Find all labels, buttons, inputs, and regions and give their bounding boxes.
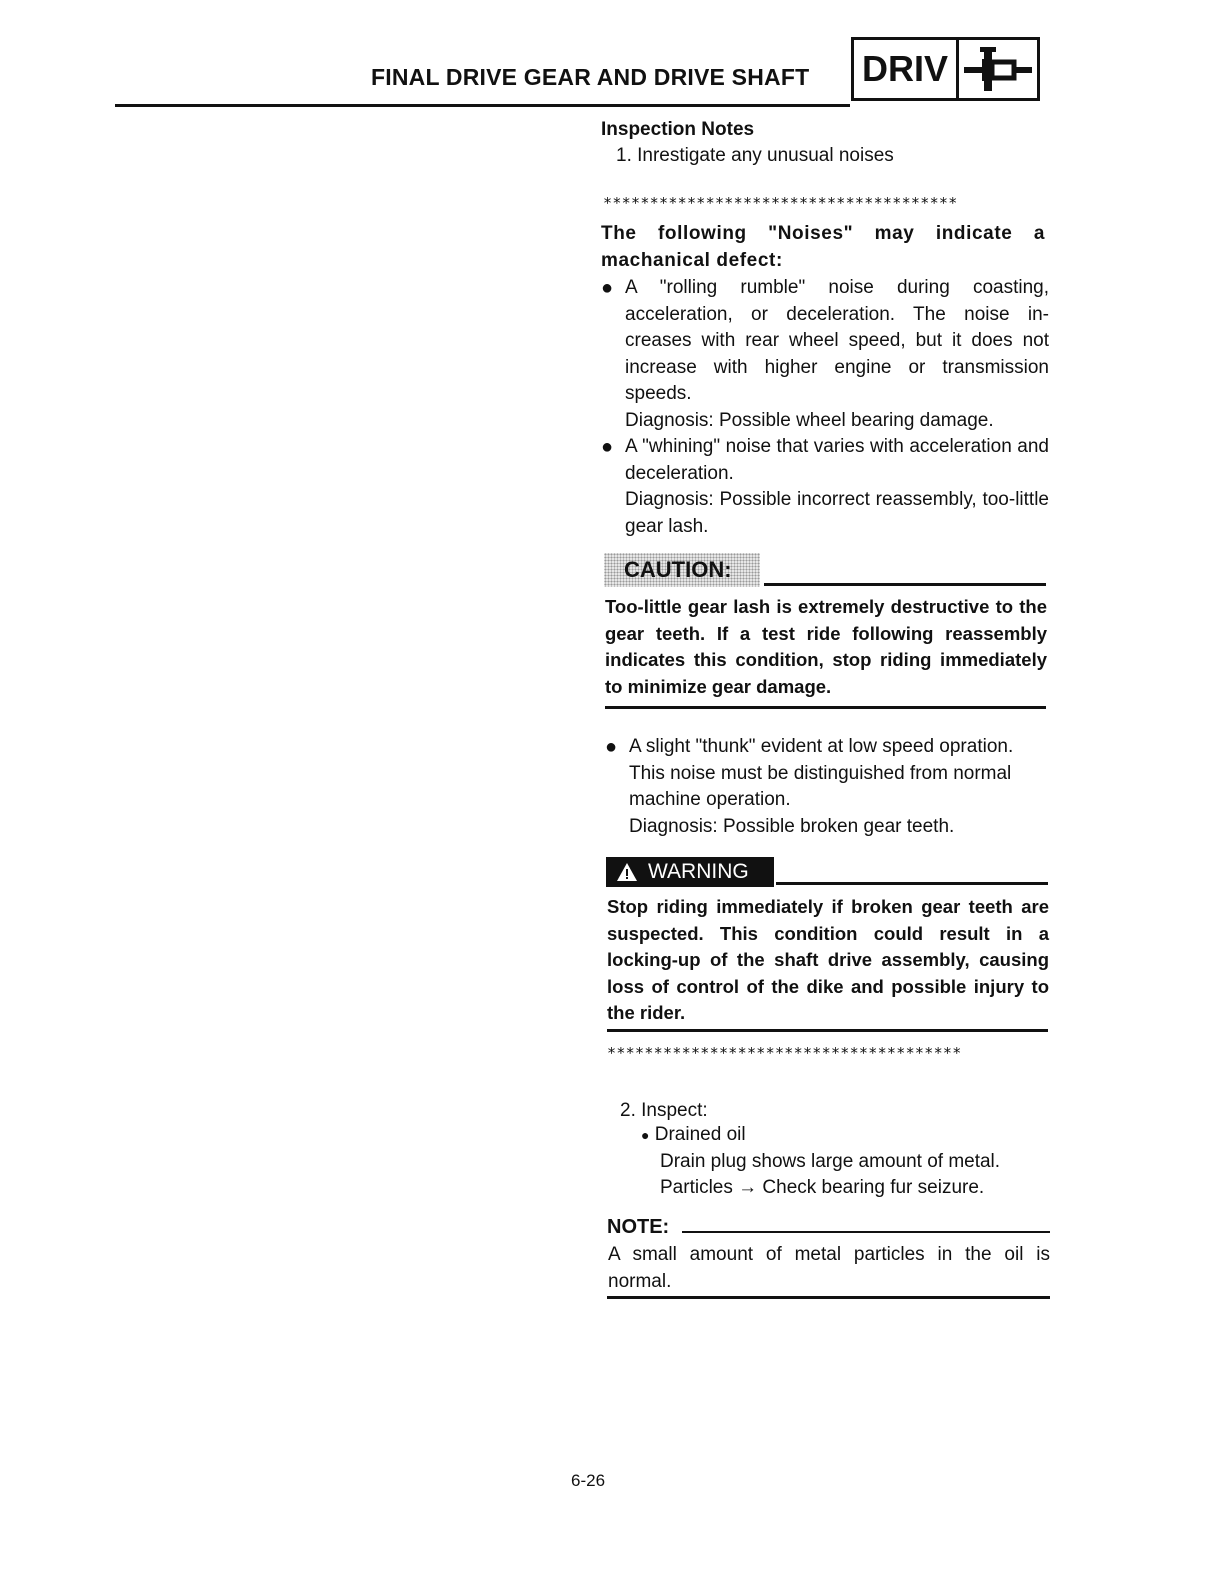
bullet-icon: ●	[605, 736, 618, 758]
note-label: NOTE:	[607, 1216, 670, 1238]
warning-triangle-icon	[616, 862, 638, 882]
noise-bullet-rolling-rumble	[601, 275, 1049, 434]
page-header-title: FINAL DRIVE GEAR AND DRIVE SHAFT	[371, 64, 810, 90]
warning-bottom-rule	[607, 1029, 1048, 1032]
note-top-rule	[682, 1231, 1050, 1233]
bullet-diagnosis: Diagnosis: Possible wheel bearing damage.	[625, 409, 994, 431]
warning-label-text: WARNING	[648, 860, 749, 883]
warning-top-rule	[776, 882, 1048, 885]
inspect-sub-bullet-text: Drained oil	[654, 1124, 746, 1145]
caution-text: Too-little gear lash is extremely destructive to the gear teeth. If a test ride following reassembly indicates this condition, stop riding immediately to minimize gear damage.	[605, 596, 1047, 697]
drive-shaft-icon	[959, 40, 1037, 98]
note-bottom-rule	[607, 1296, 1050, 1299]
bullet-diagnosis: Diagnosis: Possible broken gear teeth.	[629, 815, 955, 837]
section-badge	[851, 37, 1040, 101]
bullet-text: A "whining" noise that varies with acceleration and deceleration.	[625, 436, 1049, 484]
bullet-diagnosis: Diagnosis: Possible incorrect reassembly, too-little gear lash.	[625, 489, 1049, 537]
bullet-text: A slight "thunk" evident at low speed opration. This noise must be distinguished from normal machine operation.	[629, 736, 1014, 810]
bullet-text: A "rolling rumble" noise during coasting, acceleration, or deceleration. The noise in-creases with rear wheel speed, but it does not increase with higher engine or transmission speeds.	[625, 277, 1049, 404]
separator-stars-top: **************************************	[603, 194, 958, 212]
section-code: DRIV	[854, 40, 959, 98]
caution-bottom-rule	[605, 706, 1046, 709]
bullet-icon: ●	[601, 436, 614, 458]
noise-bullet-thunk	[605, 734, 1049, 840]
header-rule	[115, 104, 850, 107]
inspection-heading: Inspection Notes	[601, 119, 755, 140]
warning-label	[606, 857, 774, 887]
inspect-sub-bullet	[641, 1122, 1041, 1149]
inspect-item-2: 2. Inspect:	[620, 1100, 708, 1121]
page-number: 6-26	[571, 1471, 606, 1490]
inspect-line-2: Particles → Check bearing fur seizure.	[660, 1177, 985, 1198]
inspect-line-1: Drain plug shows large amount of metal.	[660, 1151, 1001, 1172]
bullet-icon: ●	[601, 277, 614, 299]
noises-intro: The following "Noises" may indicate a machanical defect:	[601, 223, 1045, 271]
warning-text: Stop riding immediately if broken gear teeth are suspected. This condition could result in a locking-up of the shaft drive assembly, causing loss of control of the dike and possible injury to the rider.	[607, 896, 1049, 1023]
caution-label: CAUTION:	[604, 553, 760, 587]
caution-top-rule	[764, 583, 1046, 586]
note-text: A small amount of metal particles in the oil is normal.	[608, 1244, 1050, 1292]
noise-bullet-whining	[601, 434, 1049, 540]
bullet-icon: ●	[641, 1127, 650, 1143]
inspection-item-1: 1. Inrestigate any unusual noises	[616, 145, 894, 166]
separator-stars-bottom: **************************************	[607, 1044, 962, 1062]
